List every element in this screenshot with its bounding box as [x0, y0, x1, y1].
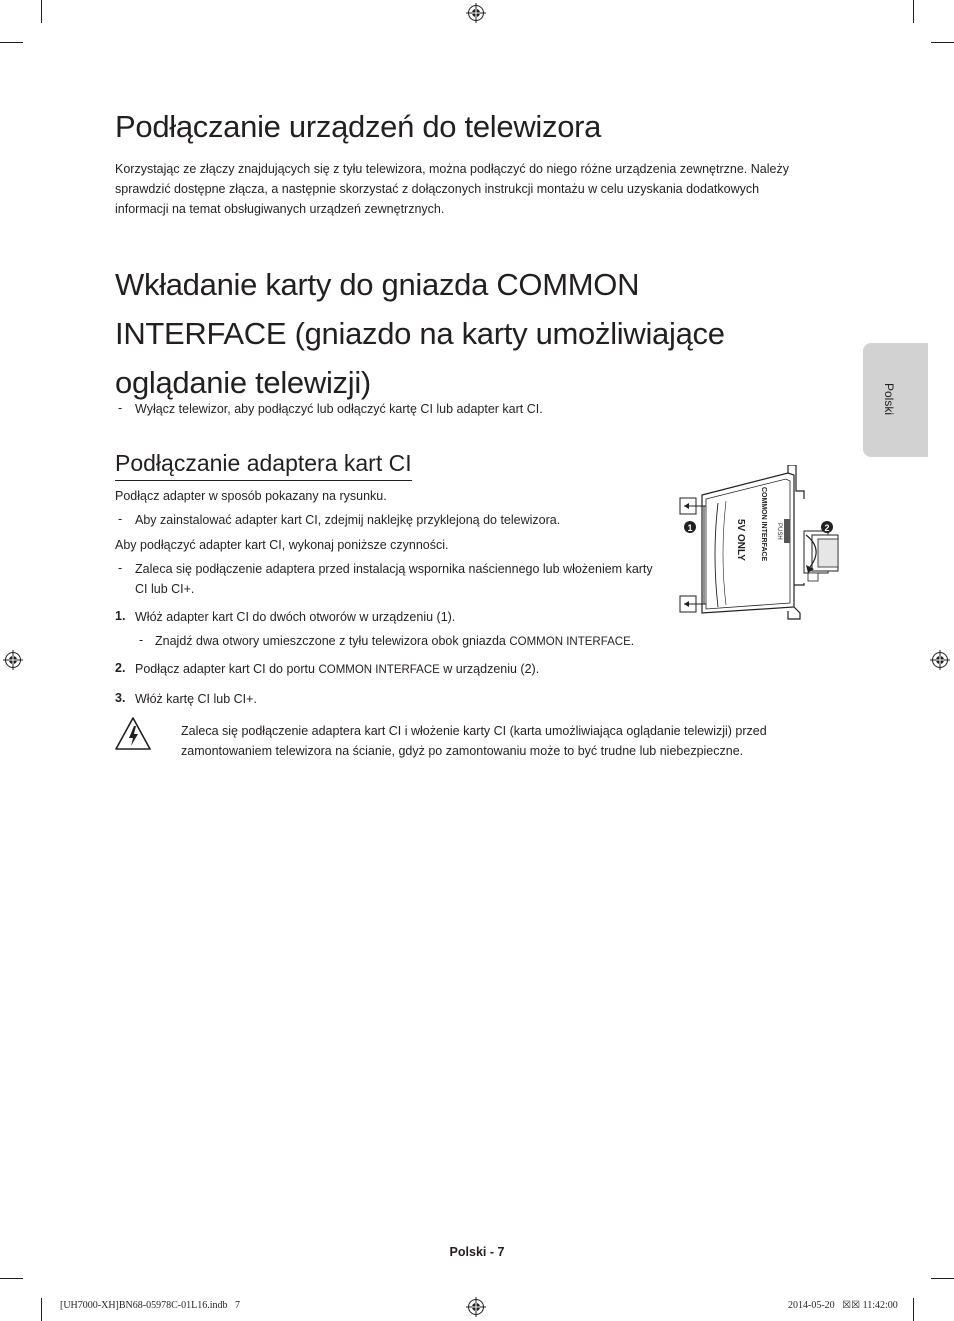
- ci-adapter-diagram: [676, 465, 846, 625]
- warning-text: Zaleca się podłączenie adaptera kart CI i włożenie karty CI (karta umożliwiająca oglądanie telewizji) przed zamontowaniem telewizora na ścianie, gdyż po zamontowaniu może to być trudne lub niebezpieczne.: [181, 724, 767, 758]
- step-text: [135, 659, 539, 680]
- note-wall-mount: Zaleca się podłączenie adaptera przed instalacją wspornika naściennego lub włożeniem karty CI lub CI+.: [135, 562, 653, 596]
- step-text-part: w urządzeniu (2).: [439, 662, 540, 676]
- note-sticker: Aby zainstalować adapter kart CI, zdejmij naklejkę przyklejoną do telewizora.: [135, 513, 561, 527]
- dash-bullet: -: [118, 512, 123, 526]
- marker-2-label: 2: [824, 523, 830, 533]
- step-text: Włóż kartę CI lub CI+.: [135, 692, 257, 706]
- dash-bullet: -: [118, 401, 123, 415]
- page-number: Polski - 7: [449, 1245, 505, 1259]
- sub-note-text: Znajdź dwa otwory umieszczone z tyłu telewizora obok gniazda: [155, 634, 510, 648]
- crop-mark: [41, 1298, 42, 1321]
- intro-paragraph: Korzystając ze złączy znajdujących się z tyłu telewizora, można podłączyć do niego różne urządzenia zewnętrzne. Należy sprawdzić dostępne złącza, a następnie skorzystać z dołączonych instrukcji montażu w celu uzyskania dodatkowych informacji na temat obsługiwanych urządzeń zewnętrznych.: [115, 162, 789, 216]
- crop-mark: [913, 0, 914, 23]
- 5v-only-label: 5V ONLY: [735, 519, 746, 561]
- section-title-line: INTERFACE (gniazdo na karty umożliwiające: [115, 316, 725, 351]
- page-title: Podłączanie urządzeń do telewizora: [115, 109, 602, 144]
- footer-file-info: [UH7000-XH]BN68-05978C-01L16.indb 7: [60, 1300, 240, 1311]
- ci-note: Wyłącz telewizor, aby podłączyć lub odłączyć kartę CI lub adapter kart CI.: [135, 402, 543, 416]
- step-number: 2.: [115, 661, 126, 675]
- warning-lightning-icon: [114, 716, 152, 752]
- dash-bullet: -: [118, 561, 123, 575]
- section-title-line: Wkładanie karty do gniazda COMMON: [115, 267, 640, 302]
- common-interface-label: COMMON INTERFACE: [760, 487, 767, 562]
- footer-timestamp: 2014-05-20 ☒☒ 11:42:00: [788, 1300, 898, 1311]
- section-title-line: oglądanie telewizji): [115, 365, 371, 400]
- dash-bullet: -: [139, 633, 144, 647]
- port-name: COMMON INTERFACE: [509, 636, 631, 648]
- paragraph-steps-intro: Aby podłączyć adapter kart CI, wykonaj poniższe czynności.: [115, 538, 449, 552]
- registration-mark-icon: [3, 650, 23, 670]
- sub-note: [155, 631, 634, 652]
- paragraph-connect: Podłącz adapter w sposób pokazany na rysunku.: [115, 489, 387, 503]
- registration-mark-icon: [466, 1297, 486, 1317]
- registration-mark-icon: [930, 650, 950, 670]
- sub-note-text: .: [630, 634, 635, 648]
- step-text-part: Podłącz adapter kart CI do portu: [135, 662, 319, 676]
- section-title-ci: [115, 260, 835, 407]
- push-label: PUSH: [776, 523, 782, 540]
- step-number: 1.: [115, 609, 126, 623]
- step-text: Włóż adapter kart CI do dwóch otworów w urządzeniu (1).: [135, 610, 456, 624]
- crop-mark: [931, 42, 954, 43]
- crop-mark: [913, 1298, 914, 1321]
- step-number: 3.: [115, 691, 126, 705]
- registration-mark-icon: [466, 3, 486, 23]
- crop-mark: [41, 0, 42, 23]
- subsection-title: Podłączanie adaptera kart CI: [115, 450, 412, 481]
- side-tab-label: Polski: [882, 383, 896, 416]
- port-name: COMMON INTERFACE: [318, 664, 440, 676]
- crop-mark: [0, 42, 23, 43]
- crop-mark: [931, 1278, 954, 1279]
- marker-1-label: 1: [687, 523, 693, 533]
- crop-mark: [0, 1278, 23, 1279]
